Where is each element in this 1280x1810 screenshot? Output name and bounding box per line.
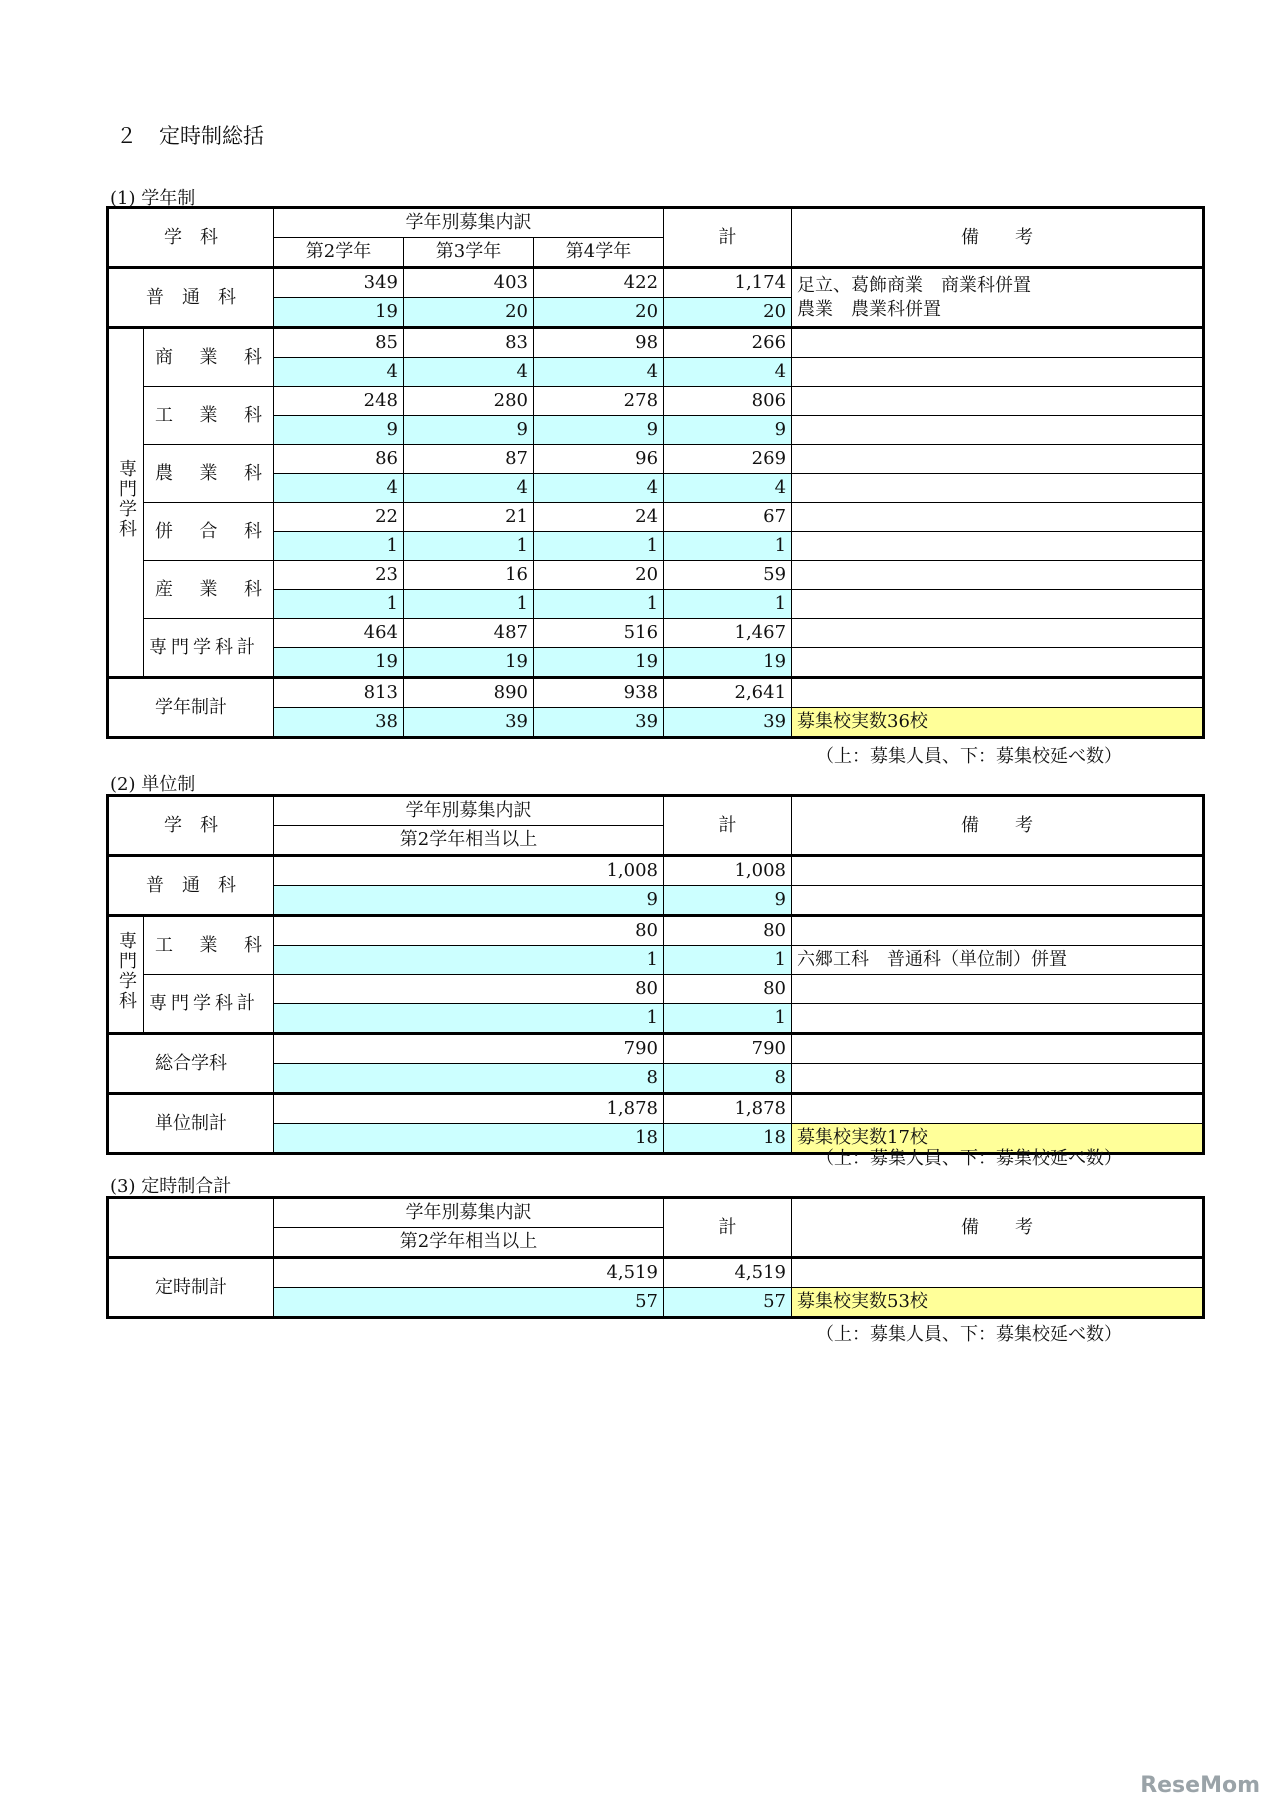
row-label: 総合学科 bbox=[108, 1034, 274, 1094]
section-label-total: (3) 定時制合計 bbox=[110, 1176, 232, 1197]
remark-cell bbox=[792, 975, 1204, 1004]
cell: 280 bbox=[404, 387, 534, 416]
page-title bbox=[116, 120, 286, 150]
cell: 9 bbox=[274, 886, 664, 916]
senmon-vertical-text: 専門学科 bbox=[116, 931, 137, 1011]
cell: 4,519 bbox=[274, 1258, 664, 1288]
remark-cell bbox=[792, 387, 1204, 416]
cell: 83 bbox=[404, 328, 534, 358]
cell: 1,174 bbox=[664, 268, 792, 298]
remark-highlight: 募集校実数17校 bbox=[792, 1124, 1204, 1154]
cell: 1 bbox=[274, 532, 404, 561]
remark-cell bbox=[792, 328, 1204, 358]
section-title: 定時制総括 bbox=[159, 124, 264, 148]
cell: 1 bbox=[534, 590, 664, 619]
row-label: 専門学科計 bbox=[144, 619, 274, 678]
cell: 4 bbox=[534, 474, 664, 503]
section-number: ２ bbox=[116, 124, 137, 148]
cell: 86 bbox=[274, 445, 404, 474]
cell: 18 bbox=[274, 1124, 664, 1154]
remark-cell bbox=[792, 532, 1204, 561]
row-label: 産 業 科 bbox=[144, 561, 274, 619]
cell: 1 bbox=[404, 590, 534, 619]
cell: 1,878 bbox=[274, 1094, 664, 1124]
cell: 80 bbox=[664, 916, 792, 946]
header-year2: 第2学年 bbox=[274, 238, 404, 268]
cell: 19 bbox=[664, 648, 792, 678]
cell: 85 bbox=[274, 328, 404, 358]
cell: 9 bbox=[534, 416, 664, 445]
cell: 19 bbox=[274, 298, 404, 328]
cell: 1 bbox=[274, 590, 404, 619]
cell: 4 bbox=[274, 358, 404, 387]
cell: 269 bbox=[664, 445, 792, 474]
row-label: 農 業 科 bbox=[144, 445, 274, 503]
senmon-vertical-text: 専門学科 bbox=[116, 459, 137, 539]
remark-cell bbox=[792, 1004, 1204, 1034]
header-gakka: 学 科 bbox=[108, 796, 274, 856]
header-year4: 第4学年 bbox=[534, 238, 664, 268]
remark-cell bbox=[792, 1094, 1204, 1124]
header-breakdown: 学年別募集内訳 bbox=[274, 796, 664, 826]
cell: 19 bbox=[534, 648, 664, 678]
remark-cell bbox=[792, 886, 1204, 916]
header-sub: 第2学年相当以上 bbox=[274, 826, 664, 856]
remark-cell bbox=[792, 648, 1204, 678]
cell: 20 bbox=[404, 298, 534, 328]
watermark-logo: ReseMom bbox=[1140, 1773, 1260, 1798]
header-remarks: 備 考 bbox=[792, 1198, 1204, 1258]
cell: 20 bbox=[534, 298, 664, 328]
cell: 1 bbox=[534, 532, 664, 561]
header-breakdown: 学年別募集内訳 bbox=[274, 1198, 664, 1228]
cell: 422 bbox=[534, 268, 664, 298]
cell: 4 bbox=[664, 358, 792, 387]
cell: 4 bbox=[534, 358, 664, 387]
cell: 22 bbox=[274, 503, 404, 532]
cell: 516 bbox=[534, 619, 664, 648]
cell: 80 bbox=[274, 916, 664, 946]
row-label: 普 通 科 bbox=[108, 856, 274, 916]
cell: 1 bbox=[664, 590, 792, 619]
cell: 80 bbox=[274, 975, 664, 1004]
table-note: （上：募集人員、下：募集校延べ数） bbox=[816, 1148, 1122, 1169]
cell: 20 bbox=[664, 298, 792, 328]
remark-cell bbox=[792, 1258, 1204, 1288]
cell: 57 bbox=[664, 1288, 792, 1318]
remark-cell bbox=[792, 678, 1204, 708]
header-total: 計 bbox=[664, 208, 792, 268]
cell: 1 bbox=[664, 946, 792, 975]
cell: 38 bbox=[274, 708, 404, 738]
remark-line: 足立、葛飾商業 商業科併置 bbox=[797, 274, 1032, 296]
header-remarks: 備 考 bbox=[792, 796, 1204, 856]
cell: 19 bbox=[404, 648, 534, 678]
cell: 8 bbox=[274, 1064, 664, 1094]
cell: 39 bbox=[404, 708, 534, 738]
remark-cell bbox=[792, 474, 1204, 503]
cell: 1,878 bbox=[664, 1094, 792, 1124]
cell: 20 bbox=[534, 561, 664, 590]
cell: 96 bbox=[534, 445, 664, 474]
cell: 4 bbox=[664, 474, 792, 503]
cell: 487 bbox=[404, 619, 534, 648]
cell: 278 bbox=[534, 387, 664, 416]
cell: 248 bbox=[274, 387, 404, 416]
cell: 4,519 bbox=[664, 1258, 792, 1288]
header-total: 計 bbox=[664, 1198, 792, 1258]
cell: 19 bbox=[274, 648, 404, 678]
cell: 18 bbox=[664, 1124, 792, 1154]
row-label: 工 業 科 bbox=[144, 916, 274, 975]
row-label: 学年制計 bbox=[108, 678, 274, 738]
cell: 87 bbox=[404, 445, 534, 474]
cell: 21 bbox=[404, 503, 534, 532]
remark-cell bbox=[792, 916, 1204, 946]
row-label: 普 通 科 bbox=[108, 268, 274, 328]
remark-cell bbox=[792, 561, 1204, 590]
remark-cell bbox=[792, 503, 1204, 532]
cell: 39 bbox=[534, 708, 664, 738]
remark-cell bbox=[792, 445, 1204, 474]
cell: 1 bbox=[274, 1004, 664, 1034]
remark-cell: 六郷工科 普通科（単位制）併置 bbox=[792, 946, 1204, 975]
header-remarks: 備 考 bbox=[792, 208, 1204, 268]
senmon-vertical-label bbox=[108, 916, 144, 1034]
gakunen-table bbox=[106, 206, 1205, 739]
cell: 1,467 bbox=[664, 619, 792, 648]
remark-cell bbox=[792, 590, 1204, 619]
cell: 9 bbox=[274, 416, 404, 445]
header-breakdown: 学年別募集内訳 bbox=[274, 208, 664, 238]
cell: 59 bbox=[664, 561, 792, 590]
remark-cell bbox=[792, 1064, 1204, 1094]
cell: 1 bbox=[664, 1004, 792, 1034]
section-label-gakunen: (1) 学年制 bbox=[110, 188, 196, 209]
remark-cell bbox=[792, 416, 1204, 445]
cell: 1 bbox=[404, 532, 534, 561]
header-blank bbox=[108, 1198, 274, 1258]
cell: 4 bbox=[274, 474, 404, 503]
remark-highlight: 募集校実数53校 bbox=[792, 1288, 1204, 1318]
remark-cell bbox=[792, 268, 1204, 328]
cell: 39 bbox=[664, 708, 792, 738]
cell: 938 bbox=[534, 678, 664, 708]
cell: 403 bbox=[404, 268, 534, 298]
cell: 67 bbox=[664, 503, 792, 532]
row-label: 商 業 科 bbox=[144, 328, 274, 387]
row-label: 併 合 科 bbox=[144, 503, 274, 561]
cell: 790 bbox=[664, 1034, 792, 1064]
cell: 16 bbox=[404, 561, 534, 590]
cell: 9 bbox=[664, 416, 792, 445]
remark-line: 農業 農業科併置 bbox=[797, 298, 942, 320]
tani-table bbox=[106, 794, 1205, 1155]
row-label: 定時制計 bbox=[108, 1258, 274, 1318]
cell: 464 bbox=[274, 619, 404, 648]
cell: 806 bbox=[664, 387, 792, 416]
header-sub: 第2学年相当以上 bbox=[274, 1228, 664, 1258]
table-note: （上：募集人員、下：募集校延べ数） bbox=[816, 746, 1122, 767]
row-label: 単位制計 bbox=[108, 1094, 274, 1154]
cell: 890 bbox=[404, 678, 534, 708]
cell: 98 bbox=[534, 328, 664, 358]
cell: 9 bbox=[664, 886, 792, 916]
cell: 1 bbox=[274, 946, 664, 975]
header-year3: 第3学年 bbox=[404, 238, 534, 268]
cell: 2,641 bbox=[664, 678, 792, 708]
row-label: 専門学科計 bbox=[144, 975, 274, 1034]
cell: 813 bbox=[274, 678, 404, 708]
remark-highlight: 募集校実数36校 bbox=[792, 708, 1204, 738]
cell: 24 bbox=[534, 503, 664, 532]
section-label-tani: (2) 単位制 bbox=[110, 774, 196, 795]
remark-cell bbox=[792, 856, 1204, 886]
cell: 4 bbox=[404, 474, 534, 503]
cell: 1 bbox=[664, 532, 792, 561]
cell: 4 bbox=[404, 358, 534, 387]
header-total: 計 bbox=[664, 796, 792, 856]
total-table bbox=[106, 1196, 1205, 1319]
remark-cell bbox=[792, 358, 1204, 387]
cell: 9 bbox=[404, 416, 534, 445]
remark-cell bbox=[792, 1034, 1204, 1064]
remark-cell bbox=[792, 619, 1204, 648]
cell: 80 bbox=[664, 975, 792, 1004]
row-label: 工 業 科 bbox=[144, 387, 274, 445]
cell: 57 bbox=[274, 1288, 664, 1318]
cell: 1,008 bbox=[664, 856, 792, 886]
cell: 1,008 bbox=[274, 856, 664, 886]
cell: 8 bbox=[664, 1064, 792, 1094]
cell: 266 bbox=[664, 328, 792, 358]
cell: 790 bbox=[274, 1034, 664, 1064]
table-note: （上：募集人員、下：募集校延べ数） bbox=[816, 1324, 1122, 1345]
senmon-vertical-label bbox=[108, 328, 144, 678]
cell: 349 bbox=[274, 268, 404, 298]
cell: 23 bbox=[274, 561, 404, 590]
header-gakka: 学 科 bbox=[108, 208, 274, 268]
